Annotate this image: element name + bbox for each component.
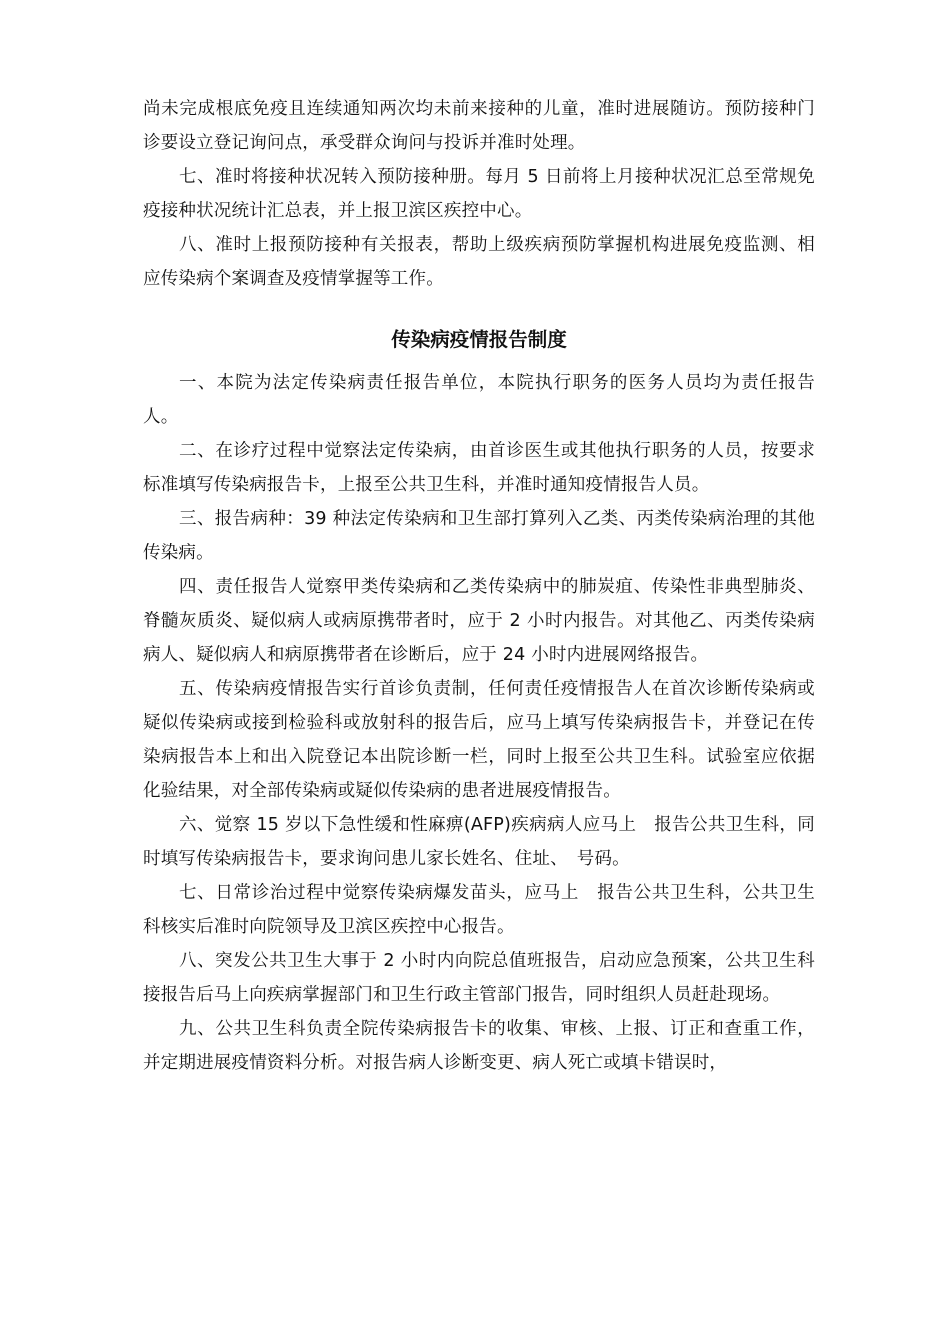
rule-paragraph-6: 六、觉察 15 岁以下急性缓和性麻痹(AFP)疾病病人应马上 报告公共卫生科，同时填写传染病报告卡，要求询问患儿家长姓名、住址、 号码。 bbox=[143, 815, 815, 869]
rule-paragraph-7: 七、日常诊治过程中觉察传染病爆发苗头，应马上 报告公共卫生科，公共卫生科核实后准时向院领导及卫滨区疾控中心报告。 bbox=[143, 883, 815, 937]
rule-paragraph-2: 二、在诊疗过程中觉察法定传染病，由首诊医生或其他执行职务的人员，按要求标准填写传染病报告卡，上报至公共卫生科，并准时通知疫情报告人员。 bbox=[143, 441, 815, 495]
rule-paragraph-8: 八、突发公共卫生大事于 2 小时内向院总值班报告，启动应急预案，公共卫生科接报告后马上向疾病掌握部门和卫生行政主管部门报告，同时组织人员赶赴现场。 bbox=[143, 951, 815, 1005]
rule-paragraph-3: 三、报告病种：39 种法定传染病和卫生部打算列入乙类、丙类传染病治理的其他传染病。 bbox=[143, 509, 815, 563]
rule-paragraph-4: 四、责任报告人觉察甲类传染病和乙类传染病中的肺炭疽、传染性非典型肺炎、脊髓灰质炎、疑似病人或病原携带者时，应于 2 小时内报告。对其他乙、丙类传染病病人、疑似病人和病原携带者在诊断后，应于 24 小时内进展网络报告。 bbox=[143, 577, 815, 665]
document-content bbox=[143, 92, 815, 1080]
rule-paragraph-9: 九、公共卫生科负责全院传染病报告卡的收集、审核、上报、订正和查重工作，并定期进展疫情资料分析。对报告病人诊断变更、病人死亡或填卡错误时， bbox=[143, 1019, 815, 1073]
intro-paragraph-7: 七、准时将接种状况转入预防接种册。每月 5 日前将上月接种状况汇总至常规免疫接种状况统计汇总表，并上报卫滨区疾控中心。 bbox=[143, 167, 815, 221]
rule-paragraph-1: 一、本院为法定传染病责任报告单位，本院执行职务的医务人员均为责任报告人。 bbox=[143, 373, 815, 427]
section-title: 传染病疫情报告制度 bbox=[391, 328, 567, 351]
intro-paragraph-8: 八、准时上报预防接种有关报表，帮助上级疾病预防掌握机构进展免疫监测、相应传染病个案调查及疫情掌握等工作。 bbox=[143, 235, 815, 289]
rule-paragraph-5: 五、传染病疫情报告实行首诊负责制，任何责任疫情报告人在首次诊断传染病或疑似传染病或接到检验科或放射科的报告后，应马上填写传染病报告卡，并登记在传染病报告本上和出入院登记本出院诊断一栏，同时上报至公共卫生科。试验室应依据化验结果，对全部传染病或疑似传染病的患者进展疫情报告。 bbox=[143, 679, 815, 801]
intro-paragraph-continuation: 尚未完成根底免疫且连续通知两次均未前来接种的儿童，准时进展随访。预防接种门诊要设立登记询问点，承受群众询问与投诉并准时处理。 bbox=[143, 99, 815, 153]
